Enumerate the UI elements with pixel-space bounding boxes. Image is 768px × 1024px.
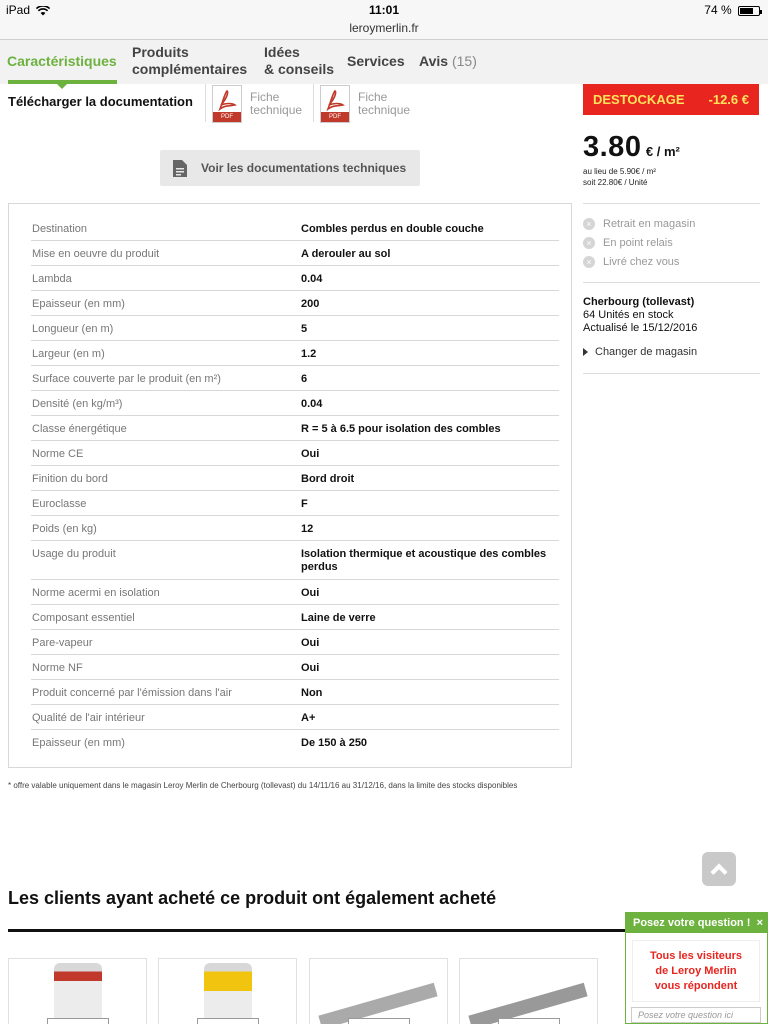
spec-value: 5	[301, 323, 308, 335]
spec-value: Oui	[301, 448, 320, 460]
spec-key: Mise en oeuvre du produit	[32, 248, 160, 260]
button-label: Voir les documentations techniques	[201, 161, 407, 175]
spec-row	[31, 605, 559, 630]
tab-label-line1: Idées	[264, 44, 300, 60]
battery-status	[704, 3, 760, 17]
destock-label: DESTOCKAGE	[593, 92, 685, 107]
product-card[interactable]	[309, 958, 448, 1024]
spec-key: Densité (en kg/m³)	[32, 398, 123, 410]
change-store-label: Changer de magasin	[595, 346, 698, 358]
product-tag	[47, 1018, 109, 1024]
chat-header	[626, 913, 767, 933]
offer-disclaimer: * offre valable uniquement dans le magasin Leroy Merlin de Cherbourg (tollevast) du 14/11/16 au 31/12/16, dans la limite des stocks disponibles	[8, 781, 518, 790]
divider	[583, 282, 760, 283]
spec-row	[31, 391, 559, 416]
pdf-label: Fiche technique	[358, 90, 411, 117]
spec-row	[31, 216, 559, 241]
spec-key: Composant essentiel	[32, 612, 135, 624]
separator	[205, 84, 206, 122]
spec-value: Oui	[301, 587, 320, 599]
active-tab-caret	[57, 84, 67, 89]
spec-key: Epaisseur (en mm)	[32, 737, 125, 749]
spec-key: Lambda	[32, 273, 72, 285]
spec-key: Produit concerné par l'émission dans l'air	[32, 687, 232, 699]
unavailable-icon: ×	[583, 218, 595, 230]
availability-pickup: × Retrait en magasin	[583, 218, 695, 230]
divider	[583, 373, 760, 374]
tab-label: Caractéristiques	[7, 53, 117, 69]
documentation-title: Télécharger la documentation	[8, 94, 193, 109]
store-stock: 64 Unités en stock	[583, 309, 674, 321]
spec-value: F	[301, 498, 308, 510]
product-tag	[348, 1018, 410, 1024]
unavailable-icon: ×	[583, 256, 595, 268]
spec-key: Longueur (en m)	[32, 323, 114, 335]
chevron-up-icon	[711, 863, 728, 880]
spec-row	[31, 705, 559, 730]
product-card[interactable]	[8, 958, 147, 1024]
chat-message: Tous les visiteurs de Leroy Merlin vous répondent	[632, 940, 760, 1002]
unavailable-icon: ×	[583, 237, 595, 249]
spec-value: Bord droit	[301, 473, 355, 485]
spec-row	[31, 541, 559, 580]
pdf-label: Fiche technique	[250, 90, 303, 117]
spec-row	[31, 730, 559, 755]
spec-key: Classe énergétique	[32, 423, 127, 435]
spec-value: Laine de verre	[301, 612, 376, 624]
price-note	[583, 166, 656, 188]
pdf-icon: PDF	[320, 85, 350, 123]
spec-row	[31, 580, 559, 605]
spec-row	[31, 655, 559, 680]
spec-key: Destination	[32, 223, 88, 235]
spec-row	[31, 491, 559, 516]
product-image	[54, 963, 102, 1024]
specifications-table	[8, 203, 572, 768]
spec-value: 0.04	[301, 398, 323, 410]
spec-key: Pare-vapeur	[32, 637, 93, 649]
device-label: iPad	[6, 3, 31, 17]
tab-avis[interactable]	[419, 53, 477, 70]
spec-row	[31, 341, 559, 366]
close-icon[interactable]: ×	[756, 917, 763, 929]
ask-question-widget	[625, 912, 768, 1024]
also-bought-title: Les clients ayant acheté ce produit ont également acheté	[8, 888, 497, 908]
view-technical-docs-button[interactable]	[160, 150, 420, 186]
product-card[interactable]	[158, 958, 297, 1024]
spec-value: Oui	[301, 637, 320, 649]
price-value: 3.80	[583, 131, 642, 163]
chat-header-label: Posez votre question !	[633, 917, 751, 929]
spec-row	[31, 366, 559, 391]
address-bar[interactable]: leroymerlin.fr	[349, 21, 419, 35]
store-updated: Actualisé le 15/12/2016	[583, 322, 698, 334]
tab-label: Avis	[419, 53, 449, 69]
review-count: (15)	[451, 53, 477, 69]
availability-delivery: × Livré chez vous	[583, 256, 679, 268]
tab-produits-complementaires[interactable]	[132, 44, 247, 78]
spec-row	[31, 680, 559, 705]
spec-row	[31, 291, 559, 316]
spec-key: Qualité de l'air intérieur	[32, 712, 145, 724]
discount-amount: -12.6 €	[708, 92, 749, 107]
spec-row	[31, 466, 559, 491]
store-name: Cherbourg (tollevast)	[583, 296, 695, 308]
store-info	[583, 296, 697, 335]
price-unit: € / m²	[645, 144, 680, 159]
clock: 11:01	[368, 3, 400, 17]
spec-row	[31, 630, 559, 655]
spec-row	[31, 416, 559, 441]
divider	[583, 203, 760, 204]
spec-value: 6	[301, 373, 308, 385]
tab-idees-conseils[interactable]	[264, 44, 334, 78]
spec-key: Largeur (en m)	[32, 348, 105, 360]
tab-caracteristiques[interactable]	[7, 53, 117, 70]
spec-value: R = 5 à 6.5 pour isolation des combles	[301, 423, 501, 435]
spec-value: A derouler au sol	[301, 248, 391, 260]
spec-value: Isolation thermique et acoustique des combles perdus	[301, 548, 547, 573]
spec-key: Epaisseur (en mm)	[32, 298, 125, 310]
spec-value: 12	[301, 523, 314, 535]
spec-row	[31, 266, 559, 291]
product-image	[204, 963, 252, 1024]
tab-label-line1: Produits	[132, 44, 189, 60]
spec-row	[31, 241, 559, 266]
battery-icon	[738, 6, 760, 16]
product-tabs	[0, 40, 768, 84]
scroll-to-top-button[interactable]	[702, 852, 736, 886]
unit-price: soit 22.80€ / Unité	[583, 178, 648, 187]
tab-services[interactable]	[347, 53, 405, 70]
caret-right-icon	[583, 348, 588, 356]
section-rule	[8, 929, 628, 932]
spec-key: Finition du bord	[32, 473, 108, 485]
tab-label-line2: & conseils	[264, 61, 335, 77]
spec-value: Non	[301, 687, 323, 699]
pdf-link-fiche-technique-2[interactable]	[320, 84, 410, 124]
separator	[313, 84, 314, 122]
product-tag	[498, 1018, 560, 1024]
spec-value: Oui	[301, 662, 320, 674]
tab-label: Services	[347, 53, 405, 69]
spec-key: Norme CE	[32, 448, 84, 460]
spec-value: 1.2	[301, 348, 317, 360]
battery-percent: 74 %	[704, 3, 732, 17]
question-input[interactable]: Posez votre question ici	[631, 1007, 761, 1023]
spec-key: Norme acermi en isolation	[32, 587, 160, 599]
spec-key: Poids (en kg)	[32, 523, 97, 535]
spec-key: Surface couverte par le produit (en m²)	[32, 373, 221, 385]
product-card[interactable]	[459, 958, 598, 1024]
spec-key: Usage du produit	[32, 548, 116, 560]
pdf-icon: PDF	[212, 85, 242, 123]
price	[583, 131, 680, 164]
destockage-banner	[583, 84, 759, 115]
spec-row	[31, 316, 559, 341]
pdf-link-fiche-technique-1[interactable]	[212, 84, 302, 124]
spec-value: 0.04	[301, 273, 323, 285]
spec-value: De 150 à 250	[301, 737, 368, 749]
spec-value: 200	[301, 298, 320, 310]
spec-row	[31, 516, 559, 541]
browser-status-bar	[0, 0, 768, 40]
spec-key: Norme NF	[32, 662, 83, 674]
spec-row	[31, 441, 559, 466]
product-tag	[197, 1018, 259, 1024]
availability-relay: × En point relais	[583, 237, 673, 249]
original-price: au lieu de 5.90€ / m²	[583, 167, 656, 176]
change-store-link[interactable]	[583, 346, 697, 358]
spec-key: Euroclasse	[32, 498, 87, 510]
tab-label-line2: complémentaires	[132, 61, 248, 77]
spec-value: A+	[301, 712, 316, 724]
document-icon	[173, 160, 187, 177]
spec-value: Combles perdus en double couche	[301, 223, 484, 235]
